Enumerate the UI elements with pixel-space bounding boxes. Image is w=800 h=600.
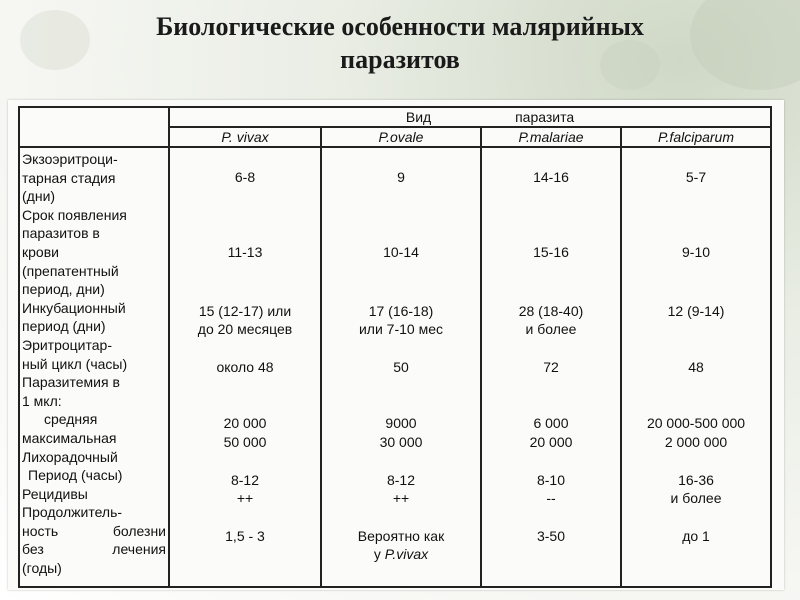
row-label: Продолжитель- bbox=[22, 504, 123, 521]
value-cell: 20 000 bbox=[529, 434, 573, 450]
value-cell: 2 000 000 bbox=[664, 434, 728, 450]
value-cell: 50 000 bbox=[223, 434, 267, 450]
value-cell: 8-12 bbox=[386, 472, 416, 488]
row-label: максимальная bbox=[22, 429, 117, 446]
row-label: 1 мкл: bbox=[22, 392, 62, 409]
table-sheet bbox=[8, 100, 784, 590]
value-cell: 15 (12-17) или bbox=[198, 303, 292, 319]
species-header-falciparum: P.falciparum bbox=[621, 127, 771, 147]
value-cell: 48 bbox=[688, 359, 704, 375]
column-malariae bbox=[481, 147, 621, 587]
value-cell: 28 (18-40) bbox=[518, 303, 584, 319]
row-label: Эритроцитар- bbox=[22, 336, 112, 353]
value-cell: 9-10 bbox=[682, 244, 711, 260]
value-cell: 16-36 bbox=[678, 472, 714, 488]
value-cell: и более bbox=[525, 321, 577, 337]
title-line-1: Биологические особенности малярийных bbox=[156, 12, 644, 41]
value-cell: 8-12 bbox=[230, 472, 260, 488]
value-cell: 50 bbox=[393, 359, 409, 375]
value-cell: и более bbox=[670, 490, 722, 506]
value-cell: 6 000 bbox=[533, 415, 569, 431]
row-label: (годы) bbox=[22, 560, 62, 577]
row-label: без лечения bbox=[22, 541, 166, 558]
row-label: Экзоэритроци- bbox=[22, 151, 118, 167]
row-label: Период (часы) bbox=[28, 467, 123, 484]
value-cell: 9 bbox=[397, 169, 405, 185]
row-label: Паразитемия в bbox=[22, 374, 120, 391]
value-cell: до 1 bbox=[682, 528, 710, 544]
row-label: Инкубационный bbox=[22, 299, 126, 316]
value-cell: Вероятно как bbox=[357, 528, 445, 544]
value-cell: 3-50 bbox=[536, 528, 566, 544]
row-label: (дни) bbox=[22, 188, 56, 205]
value-cell: -- bbox=[546, 490, 556, 506]
value-cell: 20 000 bbox=[223, 415, 267, 431]
row-label: ный цикл (часы) bbox=[22, 355, 128, 372]
row-label: (препатентный bbox=[22, 262, 119, 279]
species-header-malariae: P.malariae bbox=[481, 127, 621, 147]
value-cell: 72 bbox=[543, 359, 559, 375]
value-cell: 9000 bbox=[385, 415, 417, 431]
header-vid: Вид bbox=[405, 109, 432, 125]
row-label: крови bbox=[22, 243, 59, 260]
value-cell: 30 000 bbox=[379, 434, 423, 450]
value-cell: 6-8 bbox=[234, 169, 256, 185]
species-header-vivax: P. vivax bbox=[169, 127, 321, 147]
row-labels-cell bbox=[19, 147, 169, 587]
row-label: Срок появления bbox=[22, 206, 127, 223]
value-cell: 1,5 - 3 bbox=[225, 528, 265, 544]
header-parazita: паразита bbox=[515, 109, 575, 125]
row-label: Лихорадочный bbox=[22, 448, 118, 465]
row-label: период (дни) bbox=[22, 318, 106, 335]
row-label: период, дни) bbox=[22, 281, 105, 298]
value-cell: до 20 месяцев bbox=[197, 321, 293, 337]
corner-cell bbox=[19, 107, 169, 147]
value-cell: 5-7 bbox=[685, 169, 707, 185]
value-cell: 12 (9-14) bbox=[667, 303, 725, 319]
row-label: паразитов в bbox=[22, 225, 100, 242]
value-cell: ++ bbox=[236, 490, 254, 506]
value-cell: 15-16 bbox=[533, 244, 569, 260]
value-cell: 14-16 bbox=[533, 169, 569, 185]
value-cell: ++ bbox=[392, 490, 410, 506]
page-title bbox=[0, 10, 800, 76]
row-label: Рецидивы bbox=[22, 485, 88, 502]
value-cell: около 48 bbox=[216, 359, 274, 375]
column-falciparum bbox=[621, 147, 771, 587]
species-group-header bbox=[169, 107, 771, 127]
value-cell: 20 000-500 000 bbox=[646, 415, 746, 431]
value-cell: 17 (16-18) bbox=[368, 303, 434, 319]
value-cell: у P.vivax bbox=[373, 546, 429, 562]
value-cell: 11-13 bbox=[227, 244, 263, 260]
title-line-2: паразитов bbox=[340, 45, 460, 74]
value-cell: или 7-10 мес bbox=[358, 321, 444, 337]
row-label: ность болезни bbox=[22, 522, 166, 539]
value-cell: 8-10 bbox=[536, 472, 566, 488]
column-vivax bbox=[169, 147, 321, 587]
species-header-ovale: P.ovale bbox=[321, 127, 481, 147]
column-ovale bbox=[321, 147, 481, 587]
row-label: тарная стадия bbox=[22, 169, 116, 186]
row-label: средняя bbox=[44, 411, 98, 428]
value-cell: 10-14 bbox=[383, 244, 419, 260]
parasite-table bbox=[18, 106, 772, 588]
